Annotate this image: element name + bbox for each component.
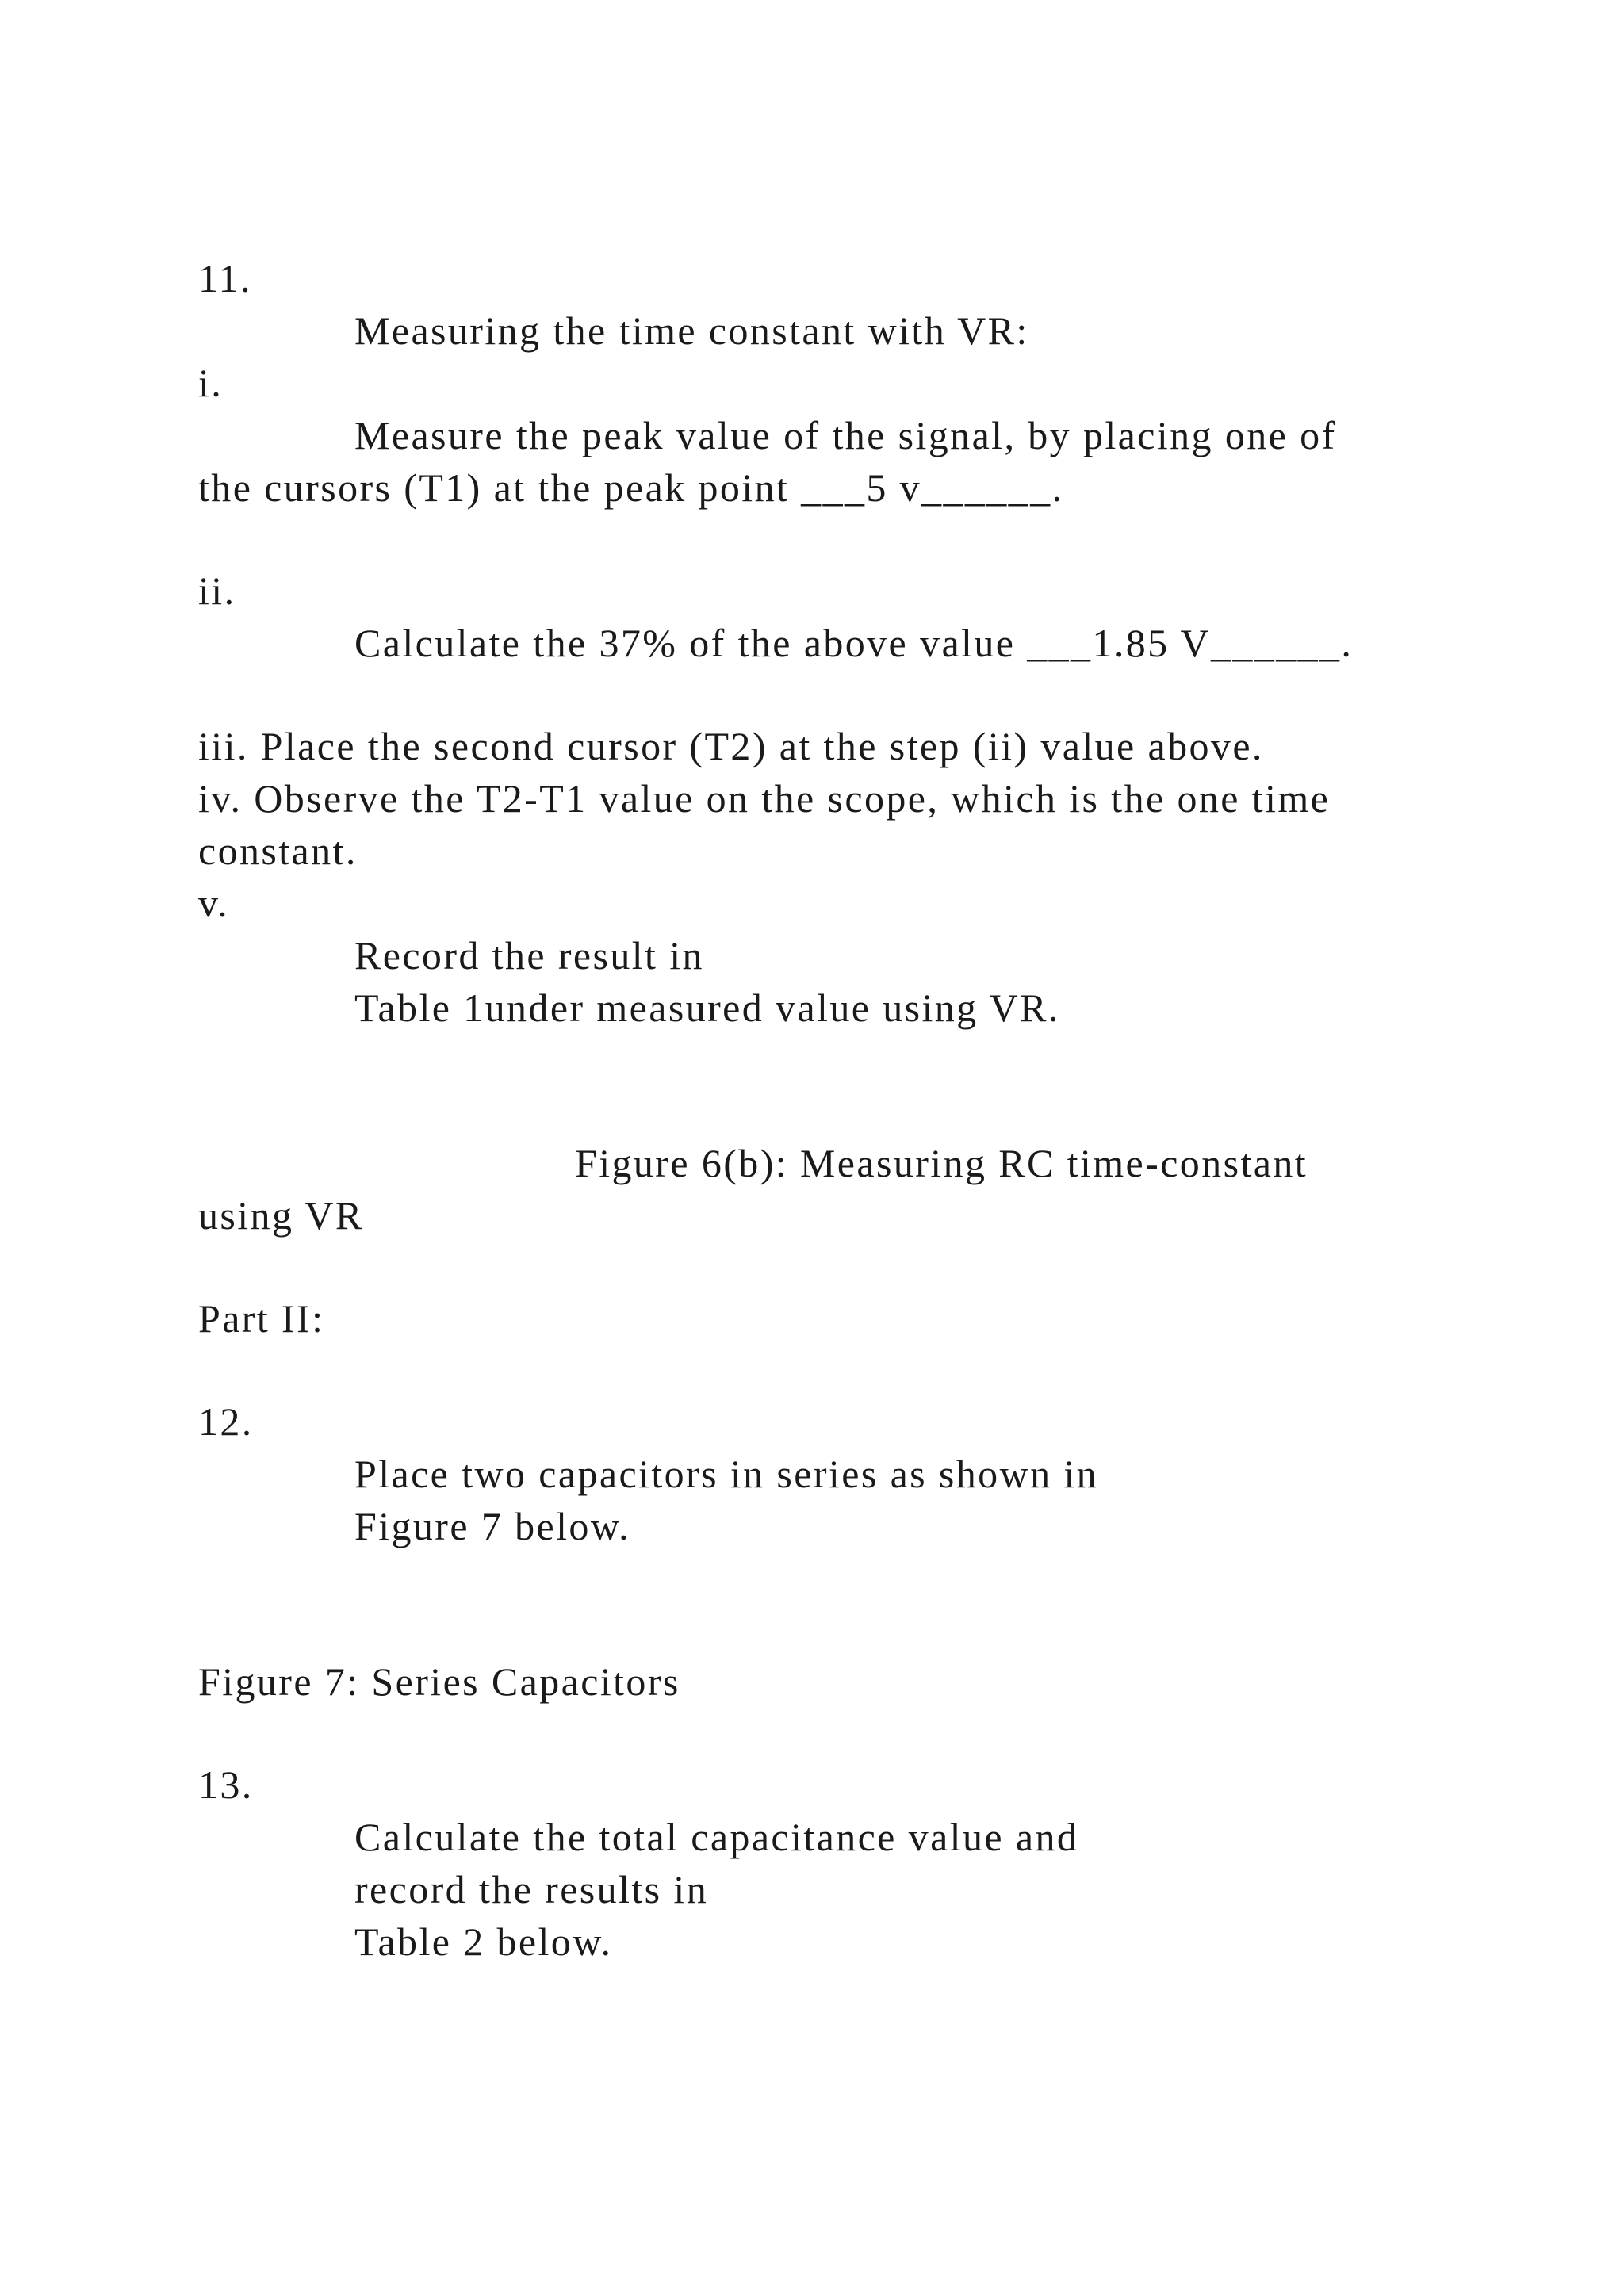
step-12-number: 12. (198, 1399, 254, 1444)
figure-6b-caption-line1: Figure 6(b): Measuring RC time-constant (575, 1141, 1308, 1185)
substep-iv-text-line1: iv. Observe the T2-T1 value on the scope, which is the one time (198, 776, 1331, 821)
step-11-number: 11. (198, 256, 252, 300)
substep-i-text-line2: the cursors (T1) at the peak point ___5 v______. (198, 465, 1064, 510)
step-11-title: Measuring the time constant with VR: (354, 308, 1029, 353)
substep-v-text-line2: Table 1under measured value using VR. (354, 985, 1060, 1030)
step-12-text-line1: Place two capacitors in series as shown in (354, 1452, 1099, 1496)
substep-iii-text: iii. Place the second cursor (T2) at the step (ii) value above. (198, 724, 1264, 768)
substep-i-text-line1: Measure the peak value of the signal, by placing one of (354, 413, 1337, 457)
substep-i-label: i. (198, 361, 224, 405)
step-13-text-line1: Calculate the total capacitance value and (354, 1815, 1079, 1859)
substep-iv-text-line2: constant. (198, 828, 358, 873)
figure-6b-caption-line2: using VR (198, 1193, 364, 1238)
substep-v-label: v. (198, 881, 230, 925)
substep-ii-text: Calculate the 37% of the above value ___1.85 V______. (354, 621, 1354, 665)
figure-7-caption: Figure 7: Series Capacitors (198, 1659, 680, 1704)
step-13-number: 13. (198, 1762, 254, 1807)
step-13-text-line3: Table 2 below. (354, 1919, 613, 1964)
substep-ii-label: ii. (198, 568, 236, 613)
step-12-text-line2: Figure 7 below. (354, 1504, 630, 1548)
part-2-heading: Part II: (198, 1296, 325, 1341)
step-13-text-line2: record the results in (354, 1867, 709, 1911)
substep-v-text-line1: Record the result in (354, 933, 704, 978)
